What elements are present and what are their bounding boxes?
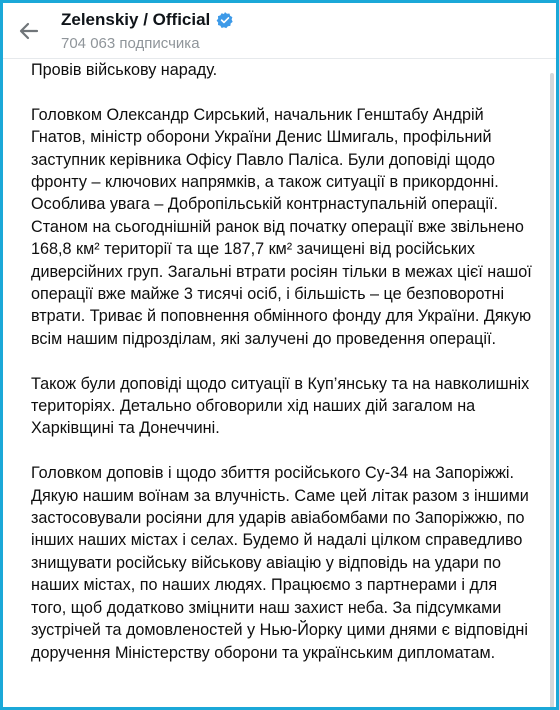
back-button[interactable] xyxy=(15,17,43,45)
channel-info[interactable] xyxy=(61,9,234,54)
message-paragraph: Провів військову нараду. xyxy=(31,61,218,79)
arrow-left-icon xyxy=(15,17,43,45)
message-paragraph: Головком доповів і щодо збиття російського Су-34 на Запоріжжі. Дякую нашим воїнам за влучність. Саме цей літак разом з іншими застосовували росіяни для ударів авіабомбами по Запоріжжю, по інших наших містах і селах. Будемо й надалі цілком справедливо знищувати російську військову авіацію у відповідь на удари по наших містах, по наших людях. Працюємо з партнерами і для того, щоб додатково зміцнити наш захист неба. За підсумками зустрічей та домовленостей у Нью-Йорку цими днями є відповідні доручення Міністерству оборони та українським дипломатам. xyxy=(31,464,529,662)
message-paragraph: Також були доповіді щодо ситуації в Куп’янську та на навколишніх територіях. Детально обговорили хід наших дій загалом на Харківщині та Донеччині. xyxy=(31,374,530,438)
subscriber-count: 704 063 подписчика xyxy=(61,35,200,52)
verified-badge-icon xyxy=(216,11,234,29)
message-body xyxy=(3,41,556,710)
channel-title: Zelenskiy / Official xyxy=(61,10,211,29)
message-paragraph: Головком Олександр Сирський, начальник Генштабу Андрій Гнатов, міністр оборони України Денис Шмигаль, профільний заступник керівника Офісу Павло Паліса. Були доповіді щодо фронту – ключових напрямків, а також ситуації в прикордонні. Особлива увага – Добропільській контрнаступальній операції. Станом на сьогоднішній ранок від початку операції вже звільнено 168,8 км² території та ще 187,7 км² зачищені від російських диверсійних груп. Загальні втрати росіян тільки в межах цієї нашої операції вже майже 3 тисячі осіб, і більшість – це безповоротні втрати. Триває й поповнення обмінного фонду для України. Дякую всім нашим підрозділам, які залучені до проведення операції. xyxy=(31,105,532,348)
chat-header xyxy=(3,3,556,59)
scrollbar[interactable] xyxy=(550,73,554,710)
